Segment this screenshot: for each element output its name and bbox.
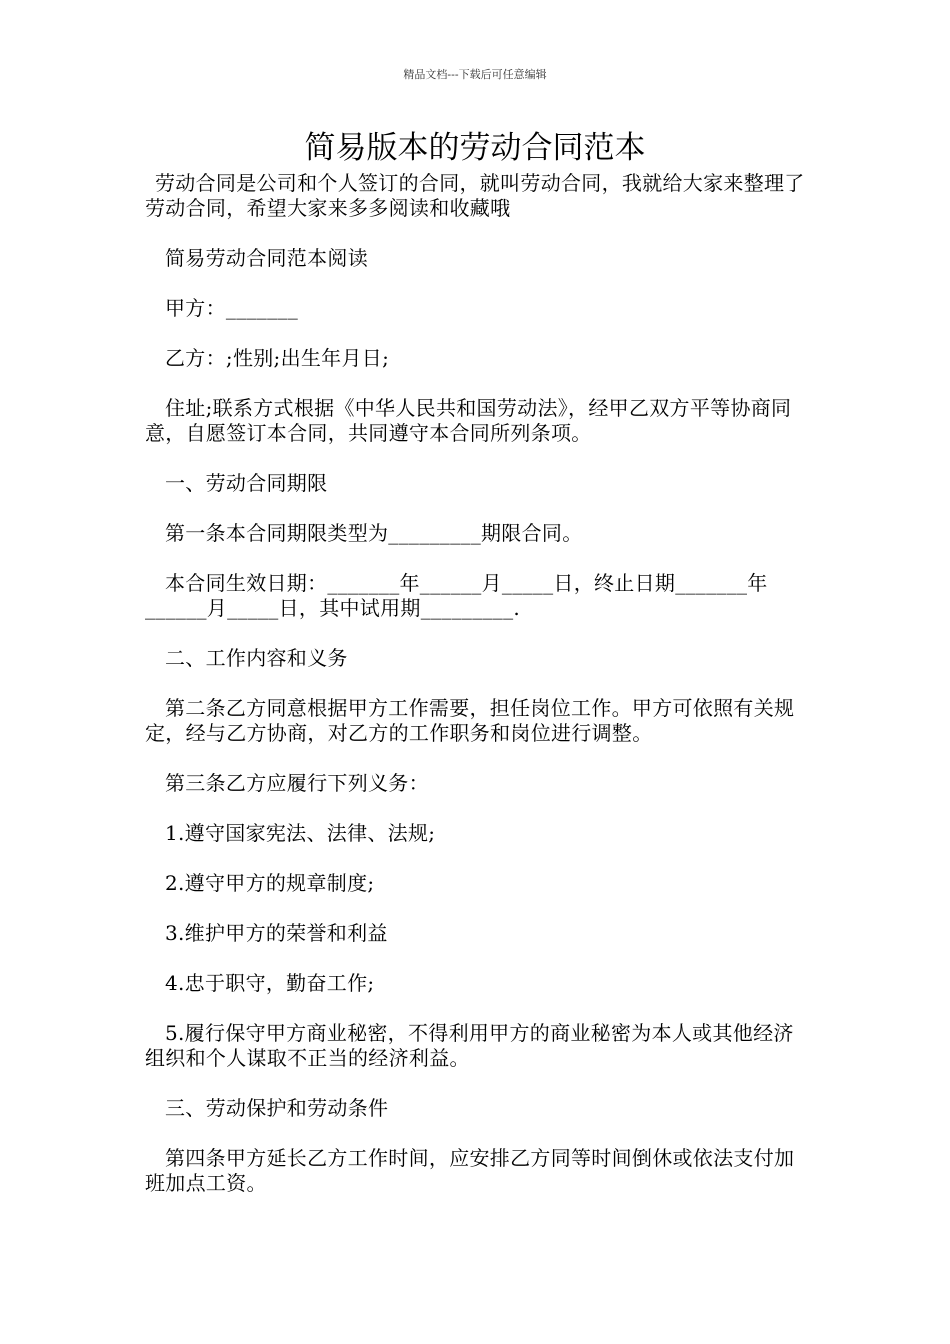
- party-a-line: 甲方：_______: [165, 296, 298, 320]
- section-heading: 一、劳动合同期限: [165, 471, 328, 495]
- document-body: [145, 171, 809, 1196]
- list-item: 1.遵守国家宪法、法律、法规;: [165, 821, 436, 845]
- list-item: 3.维护甲方的荣誉和利益: [165, 921, 388, 945]
- list-item: 4.忠于职守，勤奋工作;: [165, 971, 375, 995]
- clause: 第四条甲方延长乙方工作时间，应安排乙方同等时间倒休或依法支付加班加点工资。: [145, 1146, 795, 1195]
- list-item: 5.履行保守甲方商业秘密，不得利用甲方的商业秘密为本人或其他经济组织和个人谋取不正当的经济利益。: [145, 1021, 794, 1070]
- paragraph: 本合同生效日期：_______年______月_____日，终止日期_______年______月_____日，其中试用期_________.: [145, 571, 768, 620]
- section-heading: 三、劳动保护和劳动条件: [165, 1096, 389, 1120]
- section-heading: 简易劳动合同范本阅读: [165, 246, 368, 270]
- section-heading: 二、工作内容和义务: [165, 646, 348, 670]
- list-item: 2.遵守甲方的规章制度;: [165, 871, 375, 895]
- intro-paragraph: 劳动合同是公司和个人签订的合同，就叫劳动合同，我就给大家来整理了劳动合同，希望大家来多多阅读和收藏哦: [145, 171, 805, 220]
- document-title: 简易版本的劳动合同范本: [304, 130, 646, 166]
- header-note: 精品文档---下载后可任意编辑: [403, 68, 547, 81]
- paragraph: 住址;联系方式根据《中华人民共和国劳动法》，经甲乙双方平等协商同意，自愿签订本合同，共同遵守本合同所列条项。: [145, 396, 792, 445]
- clause: 第三条乙方应履行下列义务：: [165, 771, 429, 795]
- party-b-line: 乙方：;性别;出生年月日;: [165, 346, 390, 370]
- clause: 第二条乙方同意根据甲方工作需要，担任岗位工作。甲方可依照有关规定，经与乙方协商，对乙方的工作职务和岗位进行调整。: [145, 696, 795, 745]
- clause: 第一条本合同期限类型为_________期限合同。: [165, 521, 583, 545]
